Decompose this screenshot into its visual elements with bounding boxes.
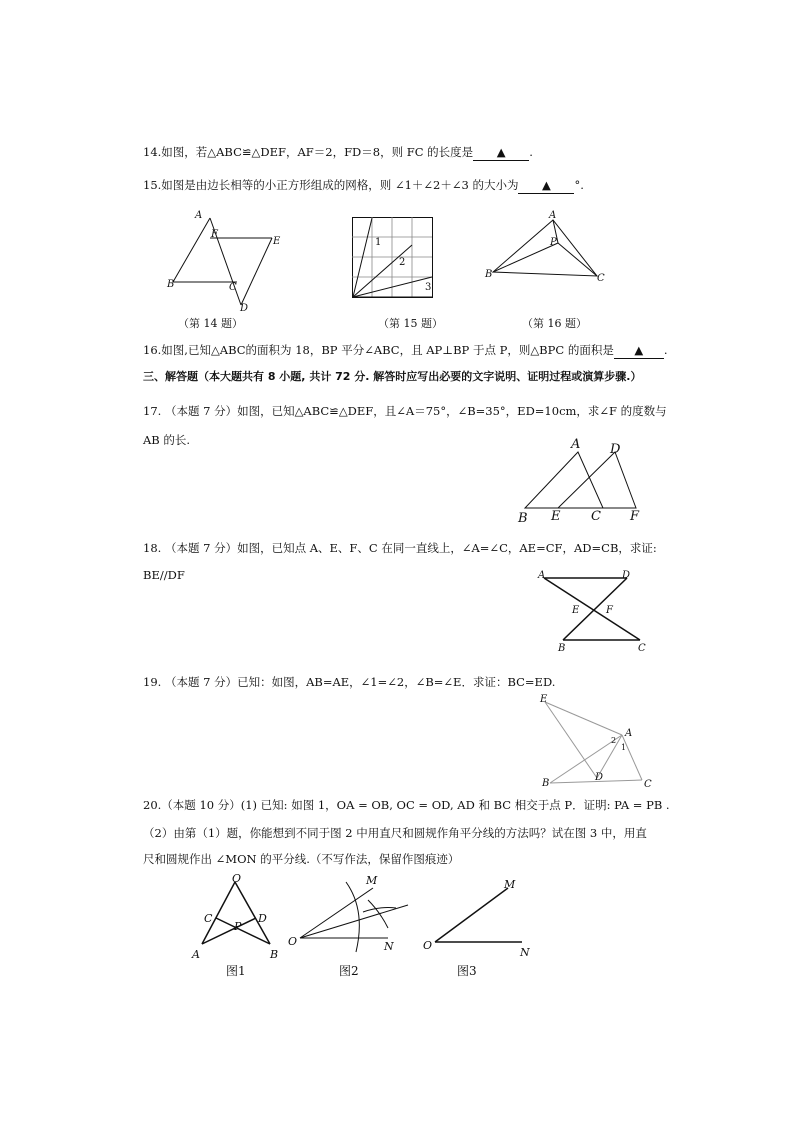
q20-line3: 尺和圆规作出 ∠MON 的平分线.（不写作法，保留作图痕迹）: [143, 852, 460, 866]
fig18-label-C: C: [638, 643, 646, 654]
fig17-label-D: D: [610, 442, 621, 457]
fig14-label-D: D: [240, 303, 249, 314]
fig18-label-D: D: [622, 570, 631, 581]
q20-fig3-caption: 图3: [457, 964, 477, 978]
q20-fig1-label-A: A: [192, 948, 200, 961]
figure-18: [530, 565, 655, 655]
q20-fig1-label-O: O: [232, 872, 242, 885]
q18-line1: 18. （本题 7 分）如图，已知点 A、E、F、C 在同一直线上，∠A=∠C，AE=CF，AD=CB，求证:: [143, 541, 657, 555]
q20-figure-3: [420, 872, 535, 962]
q20-line2: （2）由第（1）题，你能想到不同于图 2 中用直尺和圆规作角平分线的方法吗？试在图 3 中，用直: [143, 826, 647, 840]
fig19-label-B: B: [542, 778, 550, 789]
fig19-label-1: 1: [621, 743, 627, 752]
fig17-label-C: C: [591, 509, 601, 524]
fig17-label-F: F: [630, 509, 640, 524]
fig16-caption: （第 16 题）: [522, 317, 587, 330]
fig19-label-D: D: [595, 772, 604, 783]
q16-end: .: [663, 343, 668, 357]
fig16-label-B: B: [485, 269, 493, 280]
q20-fig2-label-N: N: [384, 940, 394, 953]
fig19-label-E: E: [540, 694, 548, 705]
q16-answer-blank[interactable]: ▲: [614, 342, 664, 359]
q20-fig2-label-O: O: [288, 935, 298, 948]
fig16-label-A: A: [549, 210, 557, 221]
fig16-label-C: C: [597, 273, 605, 284]
q14-text: 14.如图，若△ABC≌△DEF，AF＝2，FD＝8，则 FC 的长度是: [143, 145, 474, 159]
fig18-label-E: E: [572, 605, 580, 616]
q20-fig1-label-D: D: [258, 912, 267, 925]
q20-fig3-label-M: M: [504, 878, 516, 891]
fig17-label-E: E: [551, 509, 561, 524]
figure-16: [485, 210, 610, 290]
fig15-label-3: 3: [425, 282, 432, 293]
question-15: [143, 177, 584, 194]
q14-end: .: [529, 145, 533, 159]
fig14-label-F: F: [211, 229, 218, 240]
fig19-label-C: C: [644, 779, 652, 790]
q15-answer-blank[interactable]: ▲: [518, 177, 574, 194]
q20-figure-2: [288, 870, 413, 960]
q16-text: 16.如图,已知△ABC的面积为 18，BP 平分∠ABC，且 AP⊥BP 于点 P，则△BPC 的面积是: [143, 343, 614, 357]
q15-end: °.: [574, 178, 584, 192]
q20-fig2-label-M: M: [366, 874, 378, 887]
question-14: [143, 144, 533, 161]
fig18-label-A: A: [538, 570, 546, 581]
q20-fig3-label-O: O: [423, 939, 433, 952]
fig16-label-P: P: [550, 237, 557, 248]
fig15-label-2: 2: [399, 257, 406, 268]
figure-19: [537, 690, 662, 795]
q15-text: 15.如图是由边长相等的小正方形组成的网格，则 ∠1＋∠2＋∠3 的大小为: [143, 178, 519, 192]
fig17-label-B: B: [518, 511, 528, 526]
fig15-label-1: 1: [375, 237, 382, 248]
fig17-label-A: A: [571, 437, 581, 452]
section-3-heading: 三、解答题（本大题共有 8 小题, 共计 72 分. 解答时应写出必要的文字说明、证明过程或演算步骤.）: [143, 370, 642, 383]
q20-fig3-label-N: N: [520, 946, 530, 959]
fig14-label-A: A: [195, 210, 203, 221]
q17-line2: AB 的长.: [143, 433, 191, 447]
q18-line2: BE//DF: [143, 568, 185, 582]
figure-17: [515, 438, 650, 528]
q20-fig2-caption: 图2: [339, 964, 359, 978]
q19-line1: 19. （本题 7 分）已知：如图，AB=AE，∠1=∠2，∠B=∠E．求证：BC=ED.: [143, 675, 556, 689]
fig14-caption: （第 14 题）: [178, 317, 243, 330]
fig19-label-2: 2: [611, 736, 617, 745]
fig19-label-A: A: [625, 728, 633, 739]
fig14-label-E: E: [273, 236, 281, 247]
fig14-label-B: B: [167, 279, 175, 290]
q14-answer-blank[interactable]: ▲: [473, 144, 529, 161]
question-16: [143, 342, 668, 359]
fig15-caption: （第 15 题）: [378, 317, 443, 330]
q20-fig1-label-B: B: [270, 948, 279, 961]
q20-fig1-label-C: C: [204, 912, 213, 925]
fig18-label-F: F: [606, 605, 613, 616]
figure-15: [352, 217, 437, 302]
fig18-label-B: B: [558, 643, 566, 654]
q20-fig1-label-P: P: [234, 920, 242, 933]
figure-14: [165, 210, 290, 314]
fig14-label-C: C: [229, 282, 237, 293]
q20-line1: 20.（本题 10 分）(1) 已知: 如图 1，OA = OB, OC = OD, AD 和 BC 相交于点 P．证明: PA = PB .: [143, 798, 670, 812]
q20-figure-1: [190, 872, 285, 962]
q20-fig1-caption: 图1: [226, 964, 246, 978]
q17-line1: 17. （本题 7 分）如图，已知△ABC≌△DEF，且∠A＝75°，∠B=35°，ED=10cm，求∠F 的度数与: [143, 404, 667, 418]
